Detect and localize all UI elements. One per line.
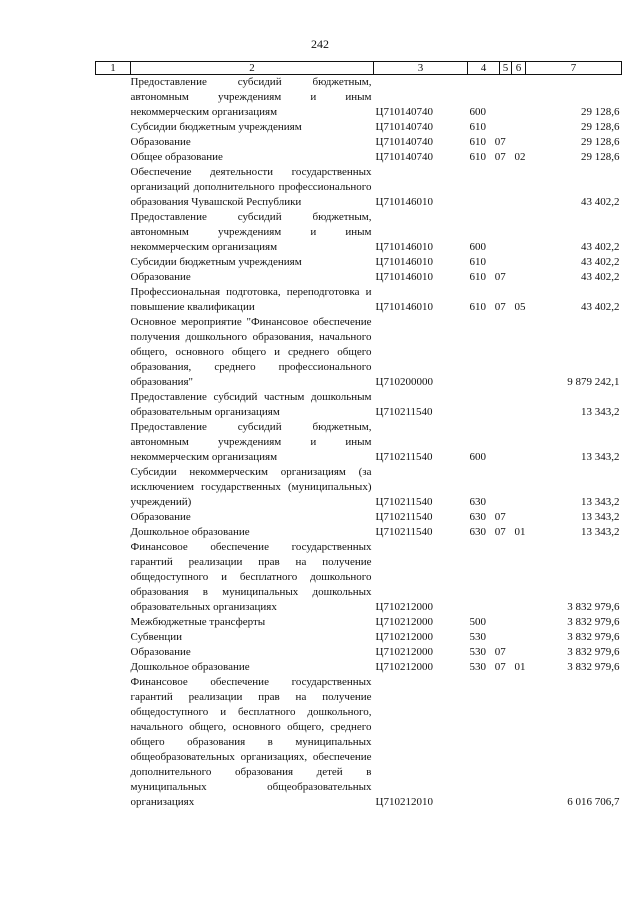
row-code: Ц710140740 (375, 136, 433, 148)
table-row (96, 645, 622, 660)
row-sum: 6 016 706,7 (567, 796, 620, 808)
table-row (96, 540, 622, 615)
table-row (96, 135, 622, 150)
row-classification (468, 165, 526, 210)
table-row (96, 675, 622, 810)
row-sum: 29 128,6 (581, 121, 620, 133)
row-code: Ц710200000 (375, 376, 433, 388)
row-sum: 43 402,2 (581, 241, 620, 253)
row-classification: 500 (469, 616, 486, 628)
row-sum: 3 832 979,6 (567, 631, 620, 643)
table-row (96, 210, 622, 255)
row-number-cell (96, 525, 131, 540)
row-classification: 600 (469, 106, 486, 118)
row-name: Основное мероприятие "Финансовое обеспечение получения дошкольного образования, начального общего, основного общего и среднего общего образования, среднего профессионального образования" (130, 316, 372, 388)
row-number-cell (96, 255, 131, 270)
row-code: Ц710146010 (375, 271, 433, 283)
row-classification: 630 (469, 496, 486, 508)
row-code: Ц710146010 (375, 241, 433, 253)
row-code: Ц710146010 (375, 301, 433, 313)
row-name: Образование (130, 271, 191, 283)
row-name: Предоставление субсидий бюджетным, автономным учреждениям и иным некоммерческим организациям (130, 76, 372, 118)
table-row (96, 285, 622, 315)
row-name: Субсидии некоммерческим организациям (за исключением государственных (муниципальных) учреждений) (130, 466, 372, 508)
row-code: Ц710212000 (375, 616, 433, 628)
row-code: Ц710212010 (375, 796, 433, 808)
page-number: 242 (311, 37, 329, 51)
row-sum: 13 343,2 (581, 511, 620, 523)
row-name: Межбюджетные трансферты (130, 616, 266, 628)
row-number-cell (96, 285, 131, 315)
row-name: Общее образование (130, 151, 223, 163)
row-name: Образование (130, 511, 191, 523)
table-row (96, 270, 622, 285)
row-code: Ц710146010 (375, 256, 433, 268)
row-name: Субсидии бюджетным учреждениям (130, 256, 302, 268)
row-code: Ц710211540 (375, 496, 433, 508)
row-classification (468, 315, 526, 390)
row-number-cell (96, 510, 131, 525)
row-code: Ц710212000 (375, 661, 433, 673)
row-name: Предоставление субсидий бюджетным, автономным учреждениям и иным некоммерческим организациям (130, 421, 372, 463)
row-number-cell (96, 120, 131, 135)
header-cell: 1 (96, 62, 131, 75)
row-classification: 610 07 (469, 271, 506, 283)
row-sum: 13 343,2 (581, 526, 620, 538)
row-classification: 610 07 02 (469, 151, 526, 163)
row-number-cell (96, 660, 131, 675)
budget-table (95, 61, 622, 810)
header-cell: 7 (526, 62, 622, 75)
header-cell: 6 (512, 62, 526, 75)
row-number-cell (96, 465, 131, 510)
row-name: Финансовое обеспечение государственных гарантий реализации прав на получение общедоступного и бесплатного дошкольного, начального общего, основного общего, среднего общего образования в муниципальных общеобразовательных организациях, обеспечение дополнительного образования детей в муниципальных общеобразовательных организациях (130, 676, 372, 808)
row-code: Ц710211540 (375, 406, 433, 418)
row-sum: 43 402,2 (581, 271, 620, 283)
table-row (96, 315, 622, 390)
row-number-cell (96, 165, 131, 210)
row-code: Ц710140740 (375, 106, 433, 118)
row-classification (468, 675, 526, 810)
table-row (96, 660, 622, 675)
row-sum: 43 402,2 (581, 196, 620, 208)
row-code: Ц710211540 (375, 451, 433, 463)
row-name: Предоставление субсидий частным дошкольным образовательным организациям (130, 391, 372, 418)
row-number-cell (96, 675, 131, 810)
row-classification: 610 (469, 121, 486, 133)
row-classification: 530 07 01 (469, 661, 526, 673)
row-number-cell (96, 135, 131, 150)
row-sum: 29 128,6 (581, 106, 620, 118)
row-code: Ц710146010 (375, 196, 433, 208)
row-sum: 13 343,2 (581, 406, 620, 418)
row-number-cell (96, 420, 131, 465)
table-row (96, 615, 622, 630)
row-name: Обеспечение деятельности государственных организаций дополнительного профессионального образования Чувашской Республики (130, 166, 372, 208)
row-classification (468, 390, 526, 420)
row-sum: 13 343,2 (581, 496, 620, 508)
row-name: Образование (130, 646, 191, 658)
row-name: Субвенции (130, 631, 183, 643)
row-classification: 610 07 05 (469, 301, 526, 313)
table-row (96, 630, 622, 645)
row-code: Ц710211540 (375, 526, 433, 538)
row-number-cell (96, 210, 131, 255)
row-sum: 3 832 979,6 (567, 646, 620, 658)
table-row (96, 465, 622, 510)
row-classification: 610 07 (469, 136, 506, 148)
row-name: Субсидии бюджетным учреждениям (130, 121, 302, 133)
row-sum: 29 128,6 (581, 136, 620, 148)
header-cell: 3 (374, 62, 468, 75)
row-code: Ц710211540 (375, 511, 433, 523)
header-cell: 5 (500, 62, 512, 75)
row-code: Ц710212000 (375, 601, 433, 613)
table-row (96, 420, 622, 465)
row-number-cell (96, 315, 131, 390)
row-number-cell (96, 150, 131, 165)
row-classification: 530 07 (469, 646, 506, 658)
table-header-row (96, 62, 622, 75)
table-row (96, 120, 622, 135)
row-number-cell (96, 75, 131, 121)
row-classification: 630 07 (469, 511, 506, 523)
row-sum: 43 402,2 (581, 301, 620, 313)
header-cell: 4 (468, 62, 500, 75)
row-number-cell (96, 390, 131, 420)
row-name: Финансовое обеспечение государственных гарантий реализации прав на получение общедоступного и бесплатного дошкольного образования в муниципальных дошкольных образовательных организациях (130, 541, 372, 613)
row-sum: 3 832 979,6 (567, 601, 620, 613)
row-name: Предоставление субсидий бюджетным, автономным учреждениям и иным некоммерческим организациям (130, 211, 372, 253)
table-row (96, 75, 622, 121)
row-name: Дошкольное образование (130, 661, 250, 673)
row-number-cell (96, 270, 131, 285)
table-row (96, 150, 622, 165)
row-classification (468, 540, 526, 615)
row-name: Образование (130, 136, 191, 148)
row-code: Ц710212000 (375, 631, 433, 643)
row-sum: 13 343,2 (581, 451, 620, 463)
table-row (96, 525, 622, 540)
row-number-cell (96, 645, 131, 660)
row-number-cell (96, 630, 131, 645)
header-cell: 2 (131, 62, 374, 75)
table-row (96, 390, 622, 420)
row-name: Дошкольное образование (130, 526, 250, 538)
row-code: Ц710212000 (375, 646, 433, 658)
row-sum: 3 832 979,6 (567, 616, 620, 628)
row-name: Профессиональная подготовка, переподготовка и повышение квалификации (130, 286, 372, 313)
row-classification: 630 07 01 (469, 526, 526, 538)
row-classification: 530 (469, 631, 486, 643)
row-classification: 610 (469, 256, 486, 268)
row-number-cell (96, 540, 131, 615)
row-sum: 43 402,2 (581, 256, 620, 268)
row-classification: 600 (469, 241, 486, 253)
row-classification: 600 (469, 451, 486, 463)
table-row (96, 165, 622, 210)
row-code: Ц710140740 (375, 121, 433, 133)
row-code: Ц710140740 (375, 151, 433, 163)
table-row (96, 510, 622, 525)
row-sum: 3 832 979,6 (567, 661, 620, 673)
row-number-cell (96, 615, 131, 630)
table-row (96, 255, 622, 270)
row-sum: 29 128,6 (581, 151, 620, 163)
row-sum: 9 879 242,1 (567, 376, 620, 388)
